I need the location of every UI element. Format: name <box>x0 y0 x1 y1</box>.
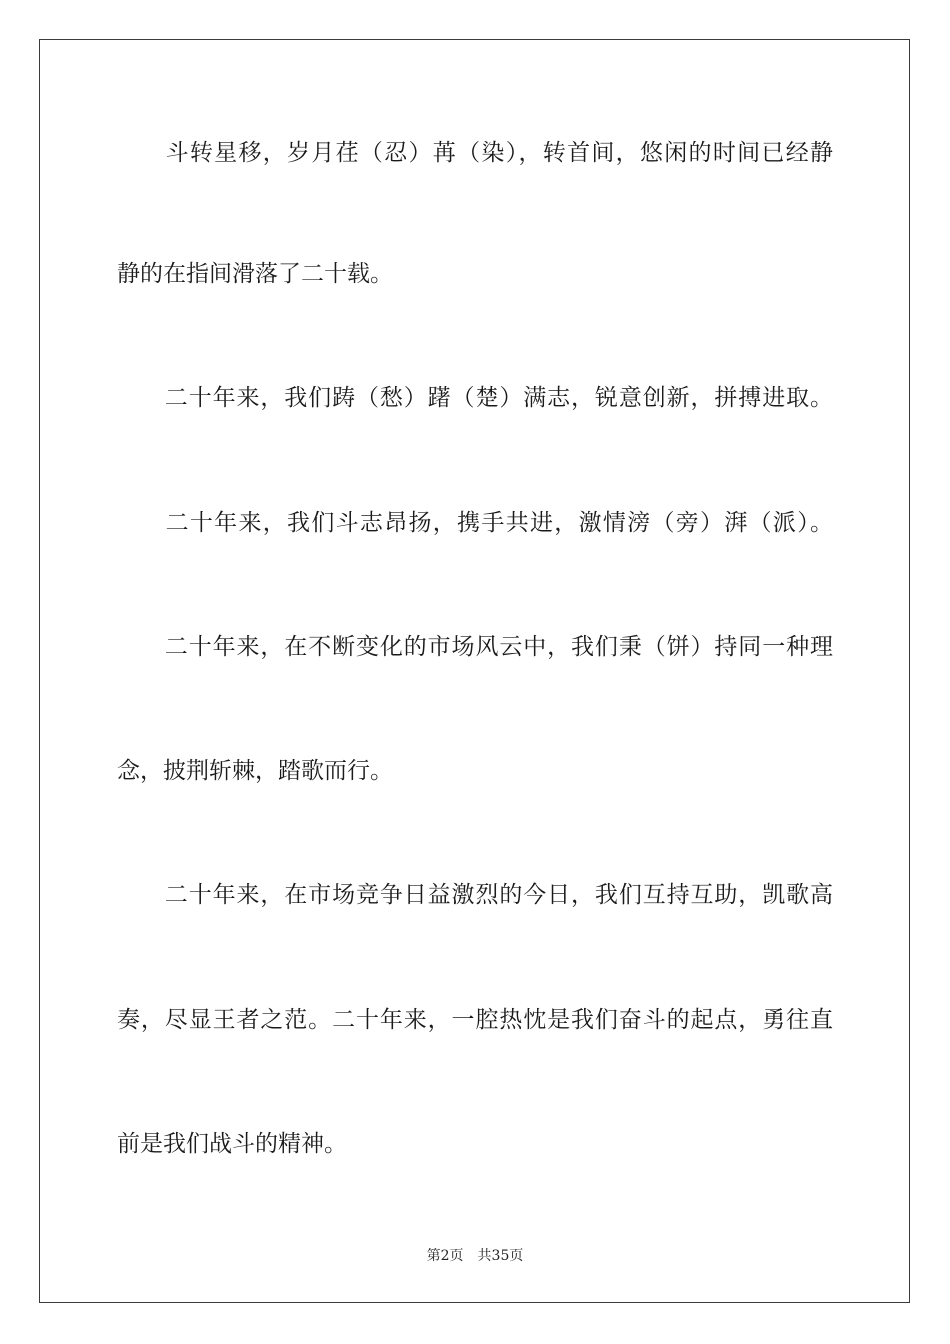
page-border <box>39 39 910 1303</box>
paragraph-5-line-1: 二十年来，在市场竞争日益激烈的今日，我们互持互助，凯歌高 <box>117 882 833 908</box>
paragraph-4-line-1: 二十年来，在不断变化的市场风云中，我们秉（饼）持同一种理 <box>117 634 833 660</box>
paragraph-1-line-2: 静的在指间滑落了二十载。 <box>117 261 393 287</box>
paragraph-3-line-1: 二十年来，我们斗志昂扬，携手共进，激情滂（旁）湃（派）。 <box>117 510 833 536</box>
paragraph-1-line-1: 斗转星移，岁月荏（忍）苒（染），转首间，悠闲的时间已经静 <box>117 140 833 166</box>
paragraph-2-line-1: 二十年来，我们踌（愁）躇（楚）满志，锐意创新，拼搏进取。 <box>117 385 833 411</box>
paragraph-4-line-2: 念，披荆斩棘，踏歌而行。 <box>117 758 393 784</box>
paragraph-5-line-2: 奏，尽显王者之范。二十年来，一腔热忱是我们奋斗的起点，勇往直 <box>117 1007 833 1033</box>
page-number-footer: 第2页 共35页 <box>426 1248 524 1264</box>
paragraph-5-line-3: 前是我们战斗的精神。 <box>117 1131 347 1157</box>
